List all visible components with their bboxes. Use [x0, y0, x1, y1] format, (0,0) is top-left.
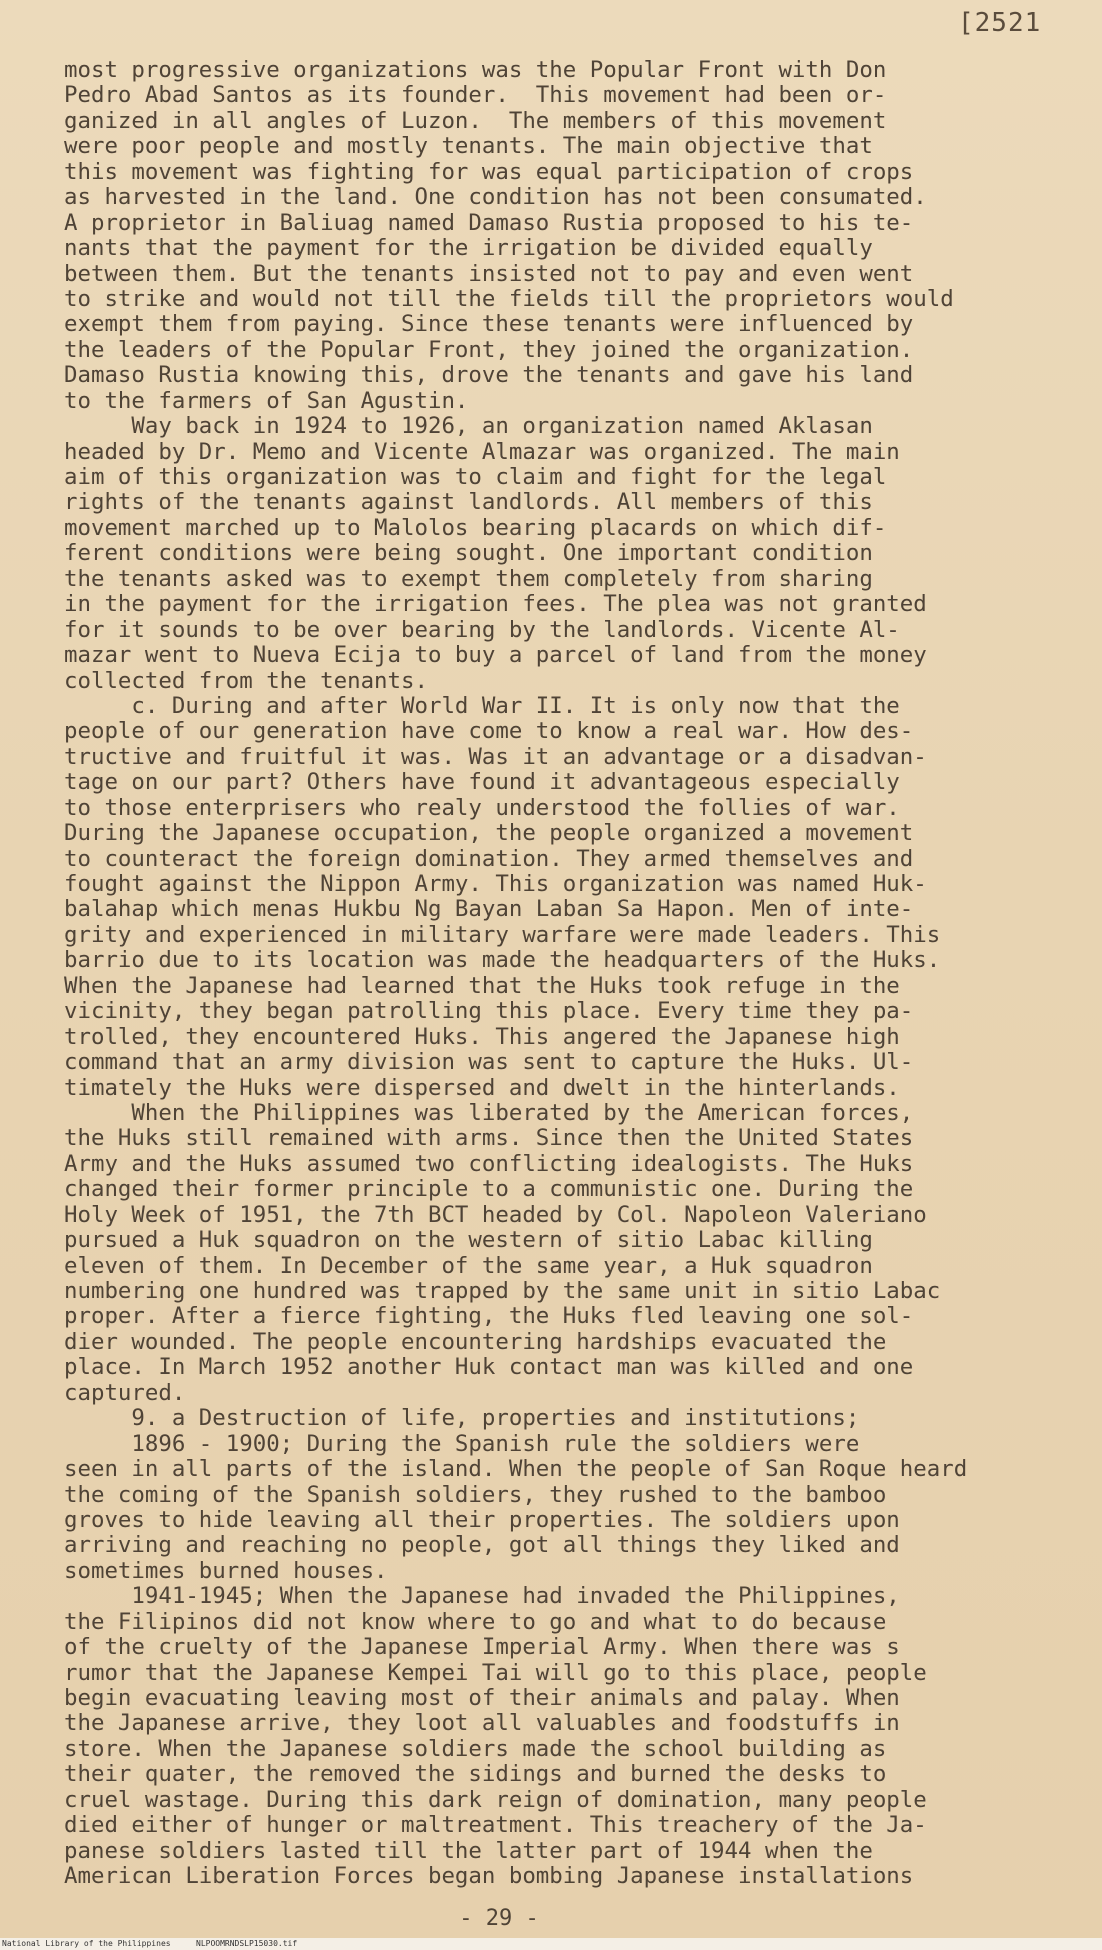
- text-line: the Huks still remained with arms. Since then the United States: [64, 1125, 914, 1152]
- library-credit: National Library of the Philippines: [2, 1939, 171, 1948]
- text-line: between them. But the tenants insisted not to pay and even went: [64, 260, 914, 287]
- file-name: NLPOOMRNDSLP15030.tif: [196, 1939, 298, 1948]
- text-line: c. During and after World War II. It is only now that the: [64, 692, 900, 719]
- text-line: aim of this organization was to claim and fight for the legal: [64, 464, 887, 490]
- text-line: tructive and fruitful it was. Was it an advantage or a disadvan-: [64, 743, 927, 770]
- text-line: begin evacuating leaving most of their animals and palay. When: [64, 1685, 900, 1711]
- text-line: as harvested in the land. One condition has not been consumated.: [64, 184, 927, 211]
- text-line: Way back in 1924 to 1926, an organization named Aklasan: [64, 413, 873, 440]
- text-line: ganized in all angles of Luzon. The members of this movement: [64, 107, 887, 134]
- text-line: command that an army division was sent to capture the Huks. Ul-: [64, 1049, 914, 1076]
- text-line: people of our generation have come to know a real war. How des-: [64, 718, 914, 745]
- text-line: When the Philippines was liberated by the American forces,: [64, 1099, 914, 1126]
- text-line: vicinity, they began patrolling this place. Every time they pa-: [64, 998, 914, 1025]
- text-line: to the farmers of San Agustin.: [64, 387, 469, 414]
- text-line: mazar went to Nueva Ecija to buy a parcel of land from the money: [64, 642, 927, 669]
- text-line: nants that the payment for the irrigation be divided equally: [64, 235, 873, 262]
- text-line: A proprietor in Baliuag named Damaso Rustia proposed to his te-: [64, 209, 914, 236]
- text-line: tage on our part? Others have found it advantageous especially: [64, 769, 900, 796]
- text-line: trolled, they encountered Huks. This angered the Japanese high: [64, 1023, 900, 1050]
- text-line: of the cruelty of the Japanese Imperial Army. When there was s: [64, 1634, 900, 1661]
- text-line: 1896 - 1900; During the Spanish rule the soldiers were: [64, 1430, 860, 1457]
- text-line: the Filipinos did not know where to go and what to do because: [64, 1608, 887, 1635]
- text-line: changed their former principle to a communistic one. During the: [64, 1176, 914, 1203]
- text-line: movement marched up to Malolos bearing placards on which dif-: [64, 514, 887, 541]
- text-line: timately the Huks were dispersed and dwelt in the hinterlands.: [64, 1074, 900, 1101]
- text-line: Damaso Rustia knowing this, drove the tenants and gave his land: [64, 362, 914, 389]
- text-line: 1941-1945; When the Japanese had invaded the Philippines,: [64, 1583, 900, 1610]
- text-line: most progressive organizations was the Popular Front with Don: [64, 57, 887, 83]
- text-line: Holy Week of 1951, the 7th BCT headed by Col. Napoleon Valeriano: [64, 1201, 927, 1228]
- text-line: were poor people and mostly tenants. The main objective that: [64, 133, 873, 160]
- text-line: fought against the Nippon Army. This organization was named Huk-: [64, 871, 927, 897]
- scan-credit-strip: [0, 1938, 1102, 1950]
- text-line: place. In March 1952 another Huk contact man was killed and one: [64, 1354, 914, 1381]
- text-line: balahap which menas Hukbu Ng Bayan Laban Sa Hapon. Men of inte-: [64, 896, 914, 923]
- text-line: seen in all parts of the island. When the people of San Roque heard: [64, 1456, 968, 1483]
- text-line: to counteract the foreign domination. They armed themselves and: [64, 845, 914, 872]
- text-line: dier wounded. The people encountering hardships evacuated the: [64, 1328, 887, 1355]
- text-line: During the Japanese occupation, the people organized a movement: [64, 820, 914, 847]
- text-line: headed by Dr. Memo and Vicente Almazar was organized. The main: [64, 438, 900, 465]
- text-line: American Liberation Forces began bombing Japanese installations: [64, 1863, 914, 1890]
- text-line: rumor that the Japanese Kempei Tai will go to this place, people: [64, 1659, 927, 1686]
- text-line: proper. After a fierce fighting, the Huks fled leaving one sol-: [64, 1303, 914, 1330]
- text-line: the Japanese arrive, they loot all valuables and foodstuffs in: [64, 1710, 900, 1737]
- text-line: barrio due to its location was made the headquarters of the Huks.: [64, 947, 941, 974]
- text-line: When the Japanese had learned that the Huks took refuge in the: [64, 972, 900, 999]
- text-line: in the payment for the irrigation fees. The plea was not granted: [64, 591, 927, 618]
- text-line: the coming of the Spanish soldiers, they rushed to the bamboo: [64, 1481, 887, 1508]
- text-line: 9. a Destruction of life, properties and institutions;: [64, 1405, 860, 1432]
- text-line: Army and the Huks assumed two conflicting idealogists. The Huks: [64, 1150, 914, 1177]
- text-line: exempt them from paying. Since these tenants were influenced by: [64, 311, 914, 338]
- page-number-text: - 29 -: [459, 1906, 539, 1931]
- text-line: ferent conditions were being sought. One important condition: [64, 540, 873, 567]
- text-line: groves to hide leaving all their properties. The soldiers upon: [64, 1506, 900, 1533]
- text-line: arriving and reaching no people, got all things they liked and: [64, 1532, 900, 1559]
- text-line: for it sounds to be over bearing by the landlords. Vicente Al-: [64, 616, 900, 643]
- text-line: sometimes burned houses.: [64, 1557, 388, 1584]
- text-line: grity and experienced in military warfare were made leaders. This: [64, 921, 941, 948]
- text-line: to strike and would not till the fields till the proprietors would: [64, 285, 954, 312]
- text-line: numbering one hundred was trapped by the same unit in sitio Labac: [64, 1278, 941, 1304]
- text-line: the tenants asked was to exempt them completely from sharing: [64, 565, 873, 592]
- page-number: [0, 1906, 1102, 1931]
- text-line: to those enterprisers who realy understood the follies of war.: [64, 794, 900, 821]
- text-line: store. When the Japanese soldiers made the school building as: [64, 1735, 887, 1762]
- text-line: captured.: [64, 1379, 186, 1406]
- body-text: [64, 58, 1094, 1890]
- text-line: Pedro Abad Santos as its founder. This movement had been or-: [64, 82, 887, 109]
- text-line: rights of the tenants against landlords. All members of this: [64, 489, 873, 516]
- text-line: died either of hunger or maltreatment. This treachery of the Ja-: [64, 1812, 927, 1839]
- text-line: panese soldiers lasted till the latter part of 1944 when the: [64, 1837, 873, 1864]
- text-line: pursued a Huk squadron on the western of sitio Labac killing: [64, 1227, 873, 1254]
- text-line: their quater, the removed the sidings and burned the desks to: [64, 1761, 887, 1788]
- text-line: eleven of them. In December of the same year, a Huk squadron: [64, 1252, 873, 1279]
- text-line: this movement was fighting for was equal participation of crops: [64, 158, 914, 185]
- text-line: the leaders of the Popular Front, they joined the organization.: [64, 336, 914, 363]
- text-line: cruel wastage. During this dark reign of domination, many people: [64, 1786, 927, 1813]
- archive-number: [2521: [958, 8, 1042, 38]
- text-line: collected from the tenants.: [64, 667, 428, 694]
